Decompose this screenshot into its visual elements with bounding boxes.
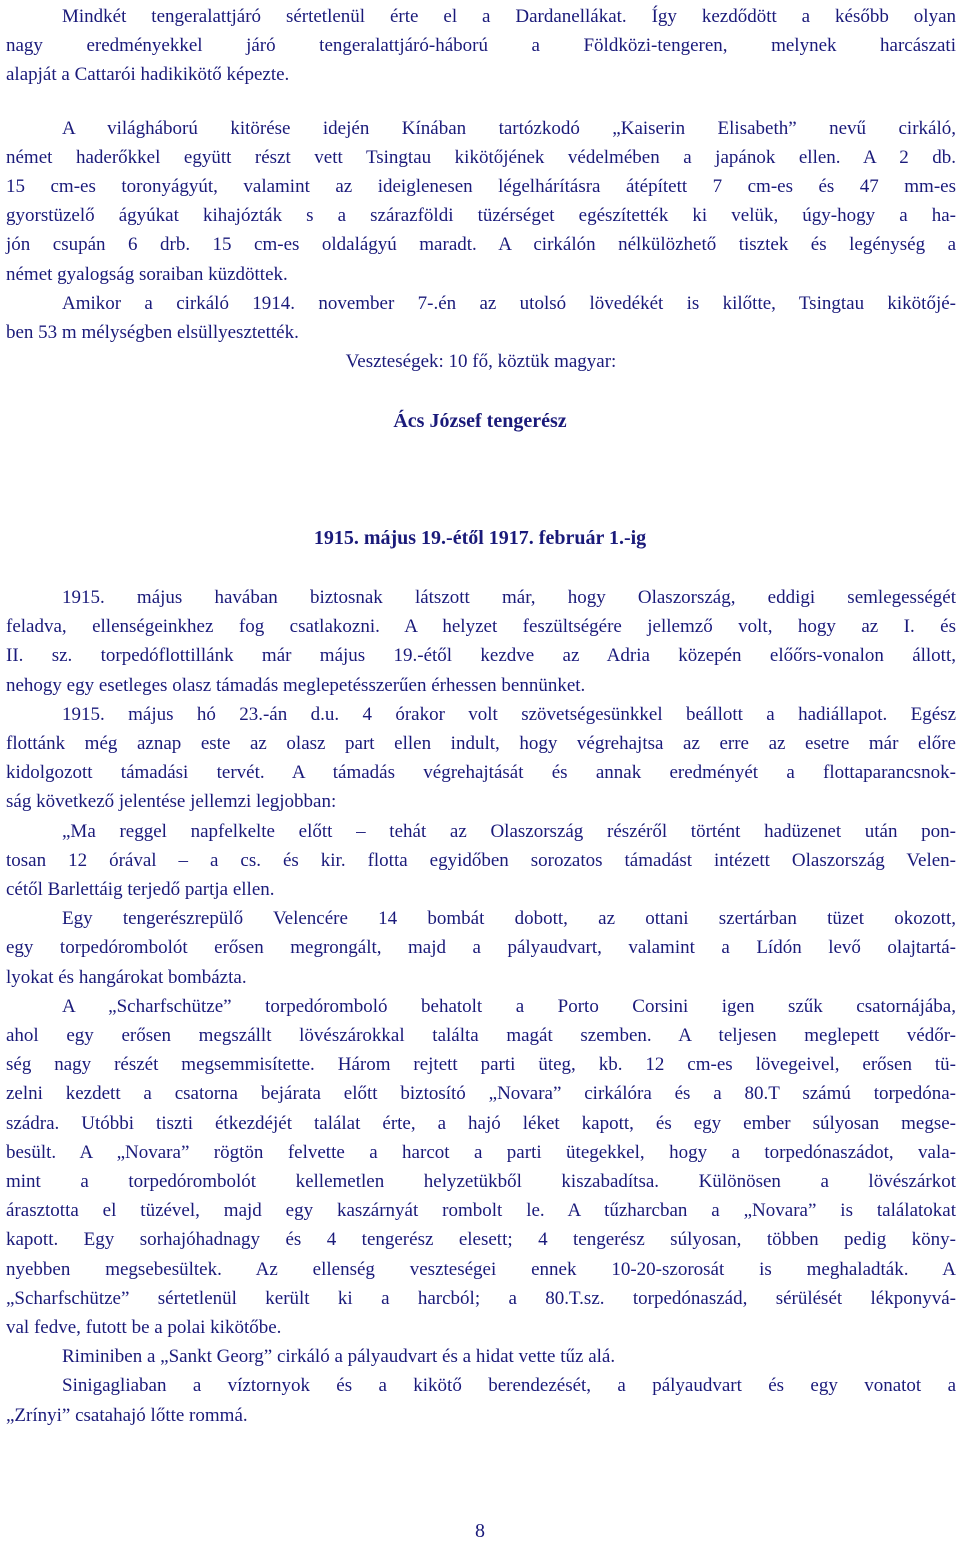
text-line: kapott. Egy sorhajóhadnagy és 4 tengerész elesett; 4 tengerész súlyosan, többen pedig köny- xyxy=(6,1229,956,1251)
text-block-main xyxy=(6,583,956,1430)
text-block-top xyxy=(6,2,956,376)
text-line: cétől Barlettáig terjedő partja ellen. xyxy=(6,879,275,901)
text-line: ben 53 m mélységben elsüllyesztették. xyxy=(6,322,299,344)
text-line: szádra. Utóbbi tiszti étkezdéjét találat érte, a hajó léket kapott, és egy ember súlyosan megse- xyxy=(6,1112,956,1134)
text-line: mint a torpedórombolót kellemetlen helyzetükből kiszabadítsa. Különösen a lövészárkot xyxy=(6,1171,956,1193)
text-line: német haderőkkel együtt részt vett Tsingtau kikötőjének védelmében a japánok ellen. A 2 db. xyxy=(6,146,956,168)
text-line: 15 cm-es toronyágyút, valamint az ideiglenesen légelhárításra átépített 7 cm-es és 47 mm-es xyxy=(6,176,956,198)
text-line: 1915. május hó 23.-án d.u. 4 órakor volt szövetségesünkkel beállott a hadiállapot. Egész xyxy=(62,703,956,725)
text-line: lyokat és hangárokat bombázta. xyxy=(6,966,247,988)
paragraph xyxy=(6,583,956,700)
text-line: kidolgozott támadási tervét. A támadás végrehajtását és annak eredményét a flottaparancsnok- xyxy=(6,762,956,784)
text-line: feladva, ellenségeinkhez fog csatlakozni. A helyzet feszültségére jellemző volt, hogy az I. és xyxy=(6,616,956,638)
paragraph xyxy=(6,1342,956,1371)
text-line: nyebben megsebesültek. Az ellenség veszteségei ennek 10-20-szorosát is meghaladták. A xyxy=(6,1258,956,1280)
text-line: 1915. május havában biztosnak látszott már, hogy Olaszország, eddigi semlegességét xyxy=(62,587,956,608)
section-heading: 1915. május 19.-étől 1917. február 1.-ig xyxy=(313,527,647,549)
text-line: jón csupán 6 drb. 15 cm-es oldalágyú maradt. A cirkálón nélkülözhető tisztek és legénység a xyxy=(6,234,956,256)
text-line: nehogy egy esetleges olasz támadás meglepetésszerűen érhessen bennünket. xyxy=(6,674,586,696)
text-line: tosan 12 órával – a cs. és kir. flotta egyidőben sorozatos támadást intézett Olaszország Velen- xyxy=(6,849,956,871)
text-line: Riminiben a „Sankt Georg” cirkáló a pályaudvart és a hidat vette tűz alá. xyxy=(62,1346,616,1368)
text-line: gyorstüzelő ágyúkat kihajózták s a szárazföldi tüzérséget egészítették ki velük, úgy-hogy a ha- xyxy=(6,205,956,227)
text-line: ahol egy erősen megszállt lövészárokkal találta magát szemben. A teljesen meglepett védőr- xyxy=(6,1025,956,1047)
text-line: val fedve, futott be a polai kikötőbe. xyxy=(6,1317,282,1339)
text-line: „Ma reggel napfelkelte előtt – tehát az Olaszország részéről történt hadüzenet után pon- xyxy=(62,820,956,842)
text-line: „Zrínyi” csatahajó lőtte rommá. xyxy=(6,1404,248,1426)
text-line: egy torpedórombolót erősen megrongált, majd a pályaudvart, valamint a Lídón levő olajtartá- xyxy=(6,937,956,959)
paragraph xyxy=(6,817,956,905)
text-line: alapját a Cattarói hadikikötő képezte. xyxy=(6,64,290,86)
text-line: besült. A „Novara” rögtön felvette a harcot a parti ütegekkel, hogy a torpedónaszádot, vala- xyxy=(6,1141,956,1163)
text-line: Mindkét tengeralattjáró sértetlenül érte el a Dardanellákat. Így kezdődött a később olyan xyxy=(62,6,956,27)
paragraph xyxy=(6,2,956,90)
text-line: német gyalogság soraiban küzdöttek. xyxy=(6,263,288,285)
text-line: zelni kezdett a csatorna bejárata előtt biztosító „Novara” cirkálóra és a 80.T számú torpedóna- xyxy=(6,1083,956,1105)
paragraph xyxy=(6,114,956,289)
paragraph xyxy=(6,904,956,992)
text-line: Amikor a cirkáló 1914. november 7-.én az utolsó lövedékét is kilőtte, Tsingtau kikötőjé- xyxy=(62,292,956,314)
text-line: ség nagy részét megsemmisítette. Három rejtett parti üteg, kb. 12 cm-es lövegeivel, erősen tü- xyxy=(6,1054,956,1076)
text-line: nagy eredményekkel járó tengeralattjáró-háború a Földközi-tengeren, melynek harcászati xyxy=(6,35,956,57)
text-line: A világháború kitörése idején Kínában tartózkodó „Kaiserin Elisabeth” nevű cirkáló, xyxy=(62,117,956,139)
text-line: A „Scharfschütze” torpedóromboló behatolt a Porto Corsini igen szűk csatornájába, xyxy=(62,995,956,1017)
crew-member-name: Ács József tengerész xyxy=(393,410,567,432)
text-line: ság következő jelentése jellemzi legjobban: xyxy=(6,791,337,813)
paragraph xyxy=(6,1371,956,1429)
text-line: II. sz. torpedóflottillánk már május 19.-étől kezdve az Adria közepén előőrs-vonalon állott, xyxy=(6,645,956,667)
page-number: 8 xyxy=(475,1520,485,1542)
paragraph xyxy=(6,289,956,347)
text-line: Egy tengerészrepülő Velencére 14 bombát dobott, az ottani szertárban tüzet okozott, xyxy=(62,908,956,930)
paragraph xyxy=(6,700,956,817)
text-line: „Scharfschütze” sértetlenül került ki a harcból; a 80.T.sz. torpedónaszád, sérülését lékponyvá- xyxy=(6,1287,956,1309)
text-line: Sinigagliaban a víztornyok és a kikötő berendezését, a pályaudvart és egy vonatot a xyxy=(62,1375,956,1397)
paragraph xyxy=(6,992,956,1342)
losses-line: Veszteségek: 10 fő, köztük magyar: xyxy=(345,351,617,373)
text-line: árasztotta el tüzével, majd egy kaszárnyát rombolt le. A tűzharcban a „Novara” is találatokat xyxy=(6,1200,956,1222)
text-line: flottánk még aznap este az olasz part ellen indult, hogy végrehajtsa az erre az esetre már előre xyxy=(6,733,956,755)
